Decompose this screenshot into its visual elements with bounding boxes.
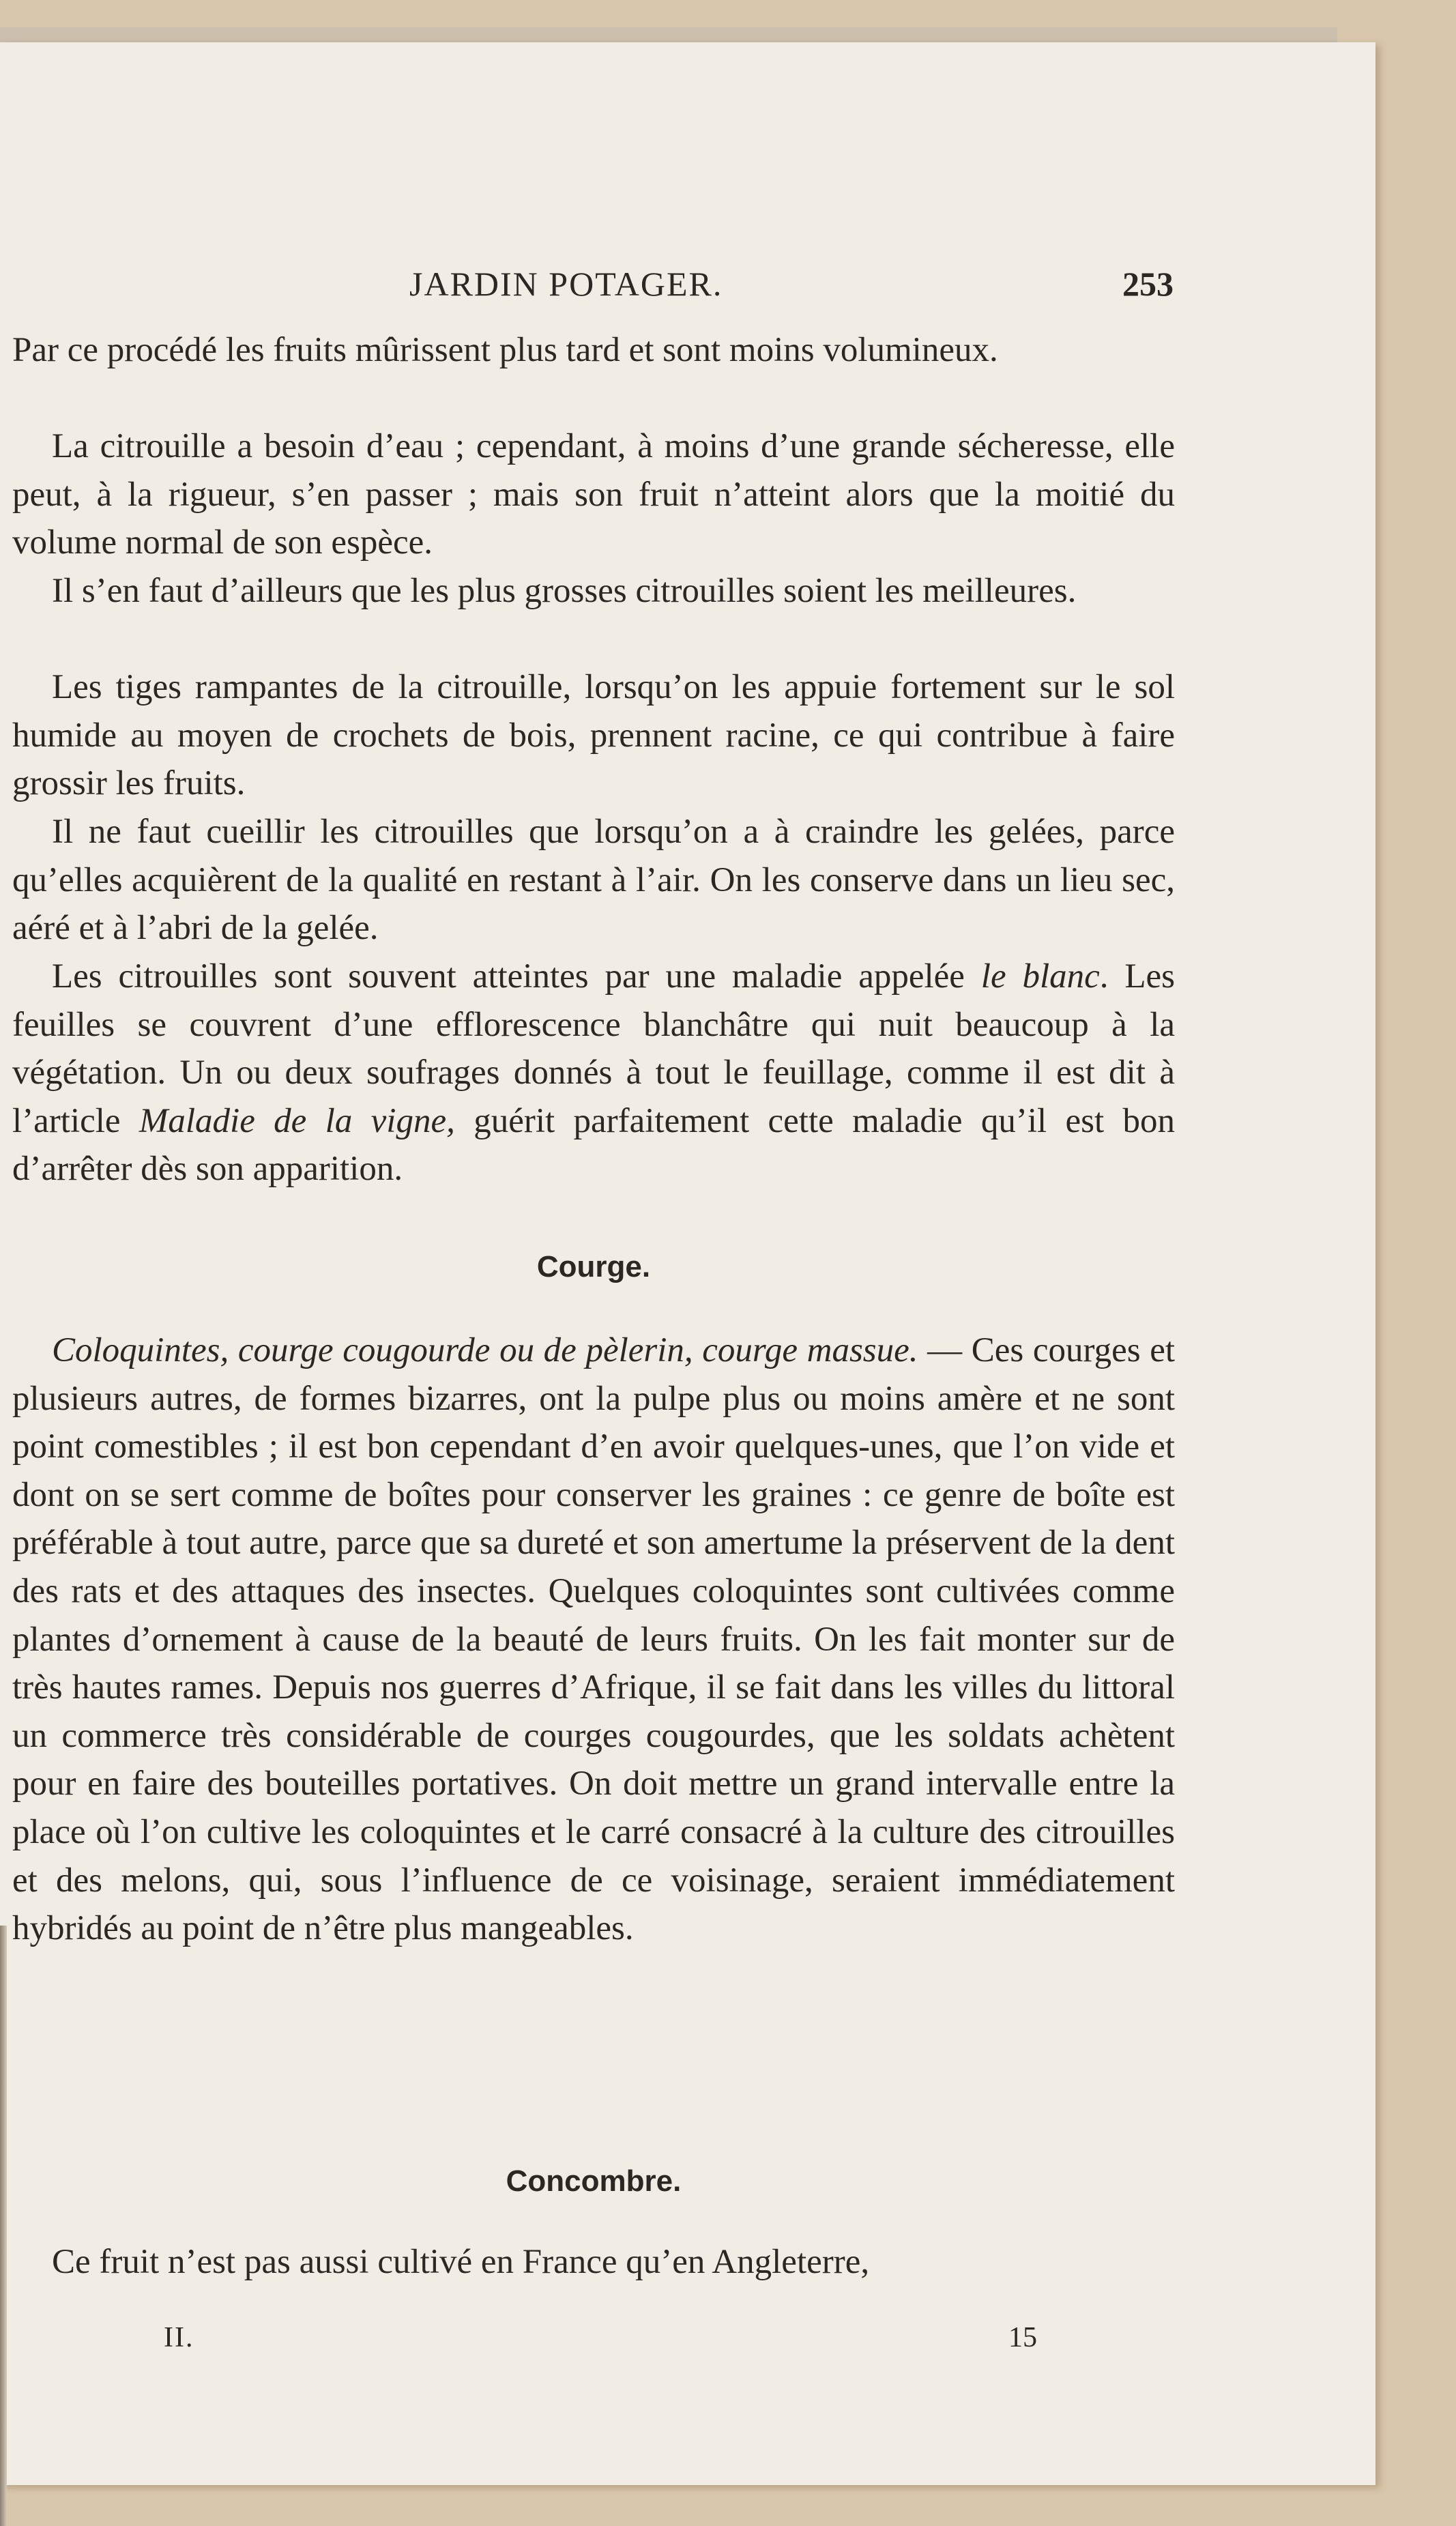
paragraph-fruits: Par ce procédé les fruits mûrissent plus tard et sont moins volumineux. [12,331,998,369]
section-title-courge: Courge. [536,1250,651,1283]
page-number: 253 [1122,265,1174,303]
blanc-before: Les citrouilles sont souvent atteintes par une maladie appelée [52,957,981,996]
blanc-article-ref: Maladie de la vigne, [139,1101,455,1140]
courge-lead: Coloquintes, courge cougourde ou de pèlerin, courge massue. [52,1331,918,1369]
binding-edge [0,1926,7,2526]
paragraph-courge [12,1326,1175,1953]
paragraph-cueillir: Il ne faut cueillir les citrouilles que lorsqu’on a à craindre les gelées, parce qu’elles acquièrent de la qualité en restant à l’air. On les conserve dans un lieu sec, aéré et à l’abri de la gelée. [12,813,1175,948]
blanc-after: guérit parfaitement cette maladie qu’il est bon d’arrêter dès son apparition. [12,1101,1175,1189]
paragraph-tiges: Les tiges rampantes de la citrouille, lorsqu’on les appuie fortement sur le sol humide au moyen de crochets de bois, prennent racine, ce qui contribue à faire grossir les fruits. [12,668,1175,803]
sheet-number: 15 [1008,2322,1037,2353]
section-title-concombre: Concombre. [506,2164,682,2198]
book-page [0,42,1375,2485]
courge-body: Ces courges et plusieurs autres, de formes bizarres, ont la pulpe plus ou moins amère et ne sont point comestibles ; il est bon cependant d’en avoir quelques-unes, que l’on vide et dont on se sert comme de boîtes pour conserver les graines : ce genre de boîte est préférable à tout autre, parce que sa dureté et son amertume la préservent de la dent des rats et des attaques des insectes. Quelques coloquintes sont cultivées comme plantes d’ornement à cause de la beauté de leurs fruits. On les fait monter sur de très hautes rames. Depuis nos guerres d’Afrique, il se fait dans les villes du littoral un commerce très considérable de courges cougourdes, que les soldats achètent pour en faire des bouteilles portatives. On doit mettre un grand intervalle entre la place où l’on cultive les coloquintes et le carré consacré à la culture des citrouilles et des melons, qui, sous l’influence de ce voisinage, seraient immédiatement hybridés au point de n’être plus mangeables. [12,1331,1176,1948]
page-header [409,264,1174,305]
blanc-middle: . Les feuilles se couvrent d’une efflorescence blanchâtre qui nuit beaucoup à la végétation. Un ou deux soufrages donnés à tout le feuillage, comme il est dit à l’article [12,957,1175,1140]
paragraph-concombre: Ce fruit n’est pas aussi cultivé en France qu’en Angleterre, [52,2243,870,2281]
running-title: JARDIN POTAGER. [409,265,723,303]
paragraph-grosses: Il s’en faut d’ailleurs que les plus grosses citrouilles soient les meilleures. [52,572,1077,610]
paragraph-eau: La citrouille a besoin d’eau ; cependant, à moins d’une grande sécheresse, elle peut, à la rigueur, s’en passer ; mais son fruit n’atteint alors que la moitié du volume normal de son espèce. [12,427,1175,562]
signature-mark: II. [164,2322,194,2353]
courge-dash: — [918,1331,972,1369]
blanc-term: le blanc [980,957,1100,996]
paragraph-blanc [12,953,1175,1193]
